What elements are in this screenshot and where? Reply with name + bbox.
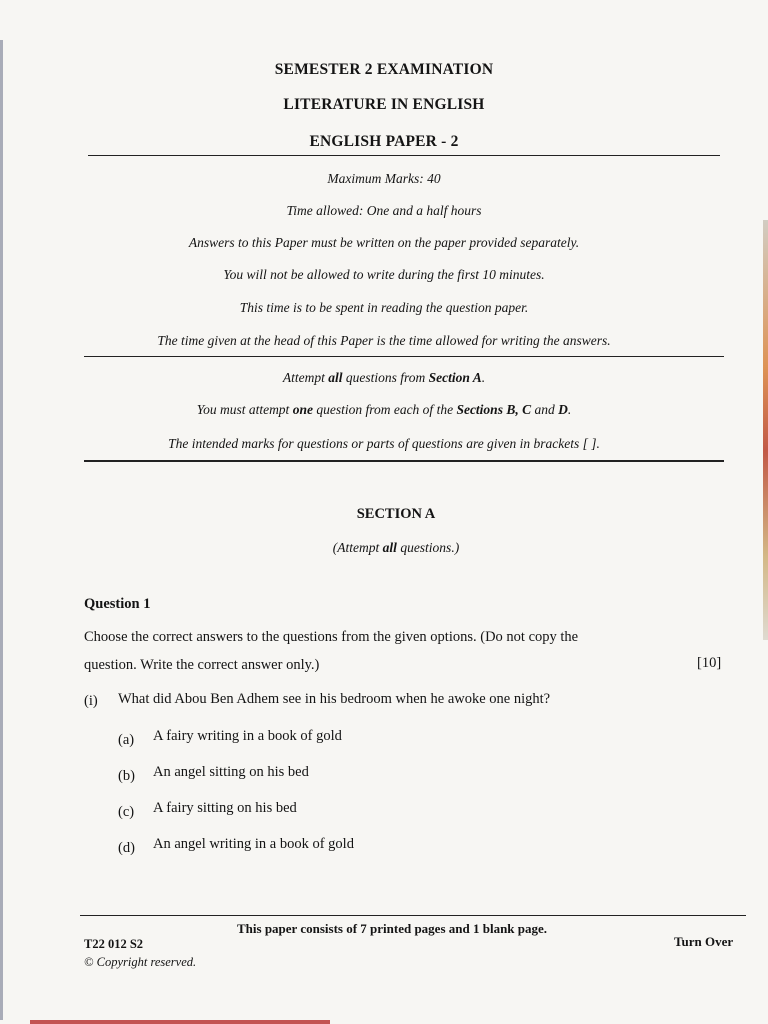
instructions-divider — [84, 460, 724, 462]
option-label: (a) — [118, 732, 135, 748]
section-note: (Attempt all questions.) — [332, 540, 460, 555]
question-instruction-line1: Choose the correct answers to the questions from the given options. (Do not copy the — [84, 629, 579, 645]
part-number: (i) — [84, 693, 98, 709]
copyright-notice: © Copyright reserved. — [84, 955, 197, 969]
instruction-section-a: Attempt all questions from Section A. — [282, 370, 486, 385]
option-text: A fairy sitting on his bed — [153, 800, 297, 816]
option-text: An angel writing in a book of gold — [153, 836, 354, 852]
time-allowed: Time allowed: One and a half hours — [286, 203, 482, 218]
instruction-marks-brackets: The intended marks for questions or parts of questions are given in brackets [ ]. — [168, 436, 600, 451]
time-given-instruction: The time given at the head of this Paper is the time allowed for writing the answers. — [157, 333, 611, 348]
footer-divider — [80, 915, 746, 916]
answers-instruction: Answers to this Paper must be written on the paper provided separately. — [188, 235, 580, 250]
details-divider — [84, 356, 724, 357]
option-text: An angel sitting on his bed — [153, 764, 309, 780]
background-edge — [763, 220, 768, 640]
question-instruction-line2: question. Write the correct answer only.) — [84, 657, 320, 673]
page-edge-shadow — [0, 40, 3, 1020]
subject-title: LITERATURE IN ENGLISH — [283, 96, 485, 113]
paper-title: ENGLISH PAPER - 2 — [309, 133, 459, 150]
exam-title: SEMESTER 2 EXAMINATION — [274, 61, 494, 78]
reading-time-instruction: This time is to be spent in reading the question paper. — [239, 300, 529, 315]
option-text: A fairy writing in a book of gold — [153, 728, 342, 744]
question-marks: [10] — [697, 655, 722, 671]
page-count: This paper consists of 7 printed pages and 1 blank page. — [237, 921, 548, 936]
section-title: SECTION A — [356, 506, 436, 522]
option-label: (c) — [118, 804, 135, 820]
max-marks: Maximum Marks: 40 — [327, 171, 441, 186]
paper-code: T22 012 S2 — [84, 937, 144, 951]
question-title: Question 1 — [84, 596, 151, 612]
no-writing-instruction: You will not be allowed to write during the first 10 minutes. — [223, 267, 545, 282]
option-label: (d) — [118, 840, 135, 856]
turn-over-label: Turn Over — [674, 934, 734, 949]
instruction-sections-bcd: You must attempt one question from each of the Sections B, C and D. — [196, 402, 572, 417]
header-divider — [88, 155, 720, 156]
background-strip — [30, 1020, 330, 1024]
part-question-text: What did Abou Ben Adhem see in his bedroom when he awoke one night? — [118, 691, 551, 707]
option-label: (b) — [118, 768, 135, 784]
